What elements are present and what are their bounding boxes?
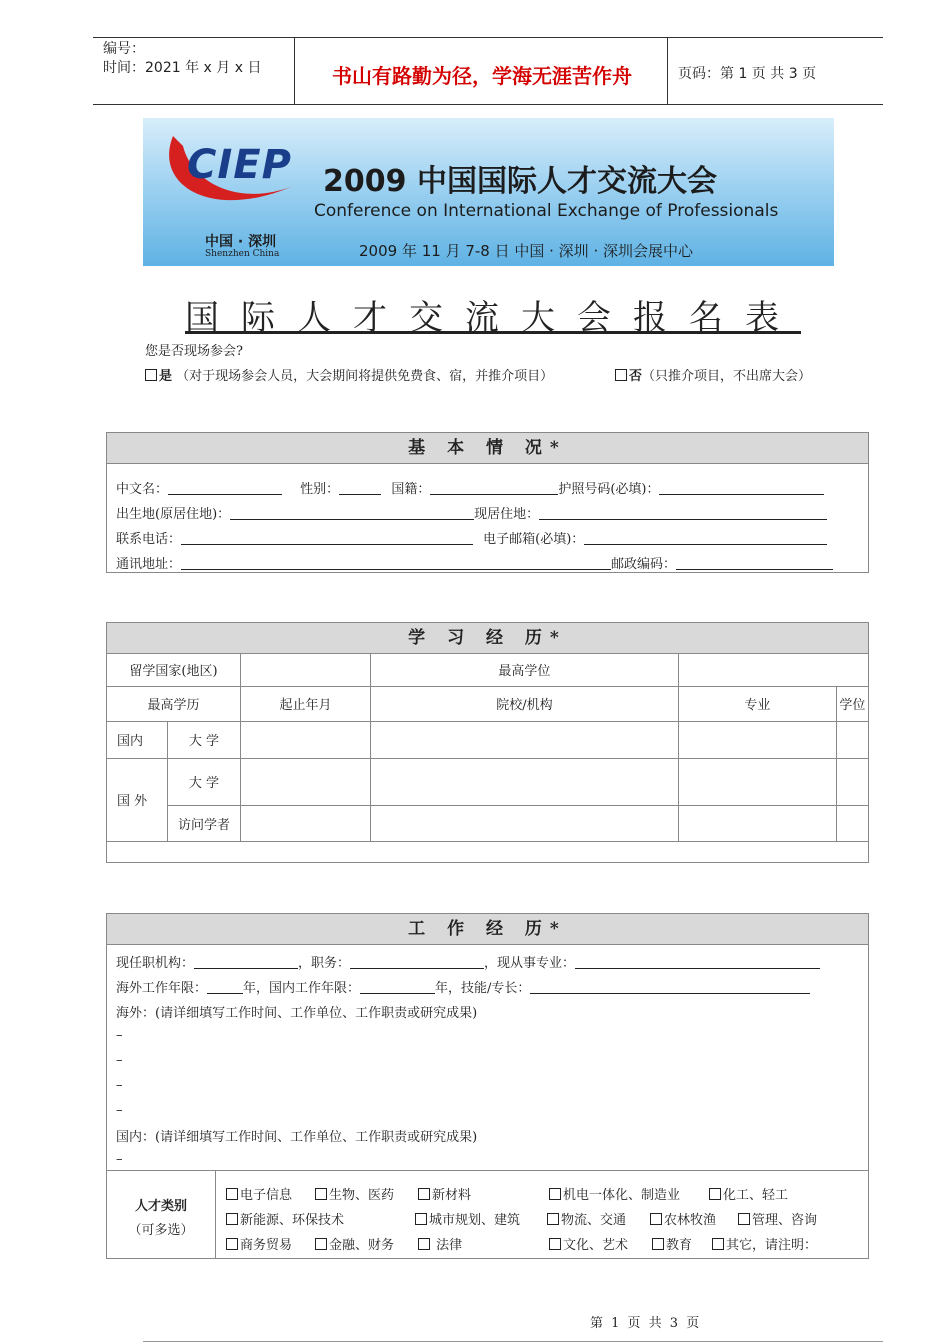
university-label: 大 学 bbox=[168, 758, 241, 805]
option-label: 文化、艺术 bbox=[563, 1238, 629, 1253]
header-divider bbox=[294, 37, 295, 105]
gender-label: 性别： bbox=[300, 482, 340, 497]
checkbox-icon[interactable] bbox=[226, 1188, 238, 1200]
section-heading: 学 习 经 历* bbox=[107, 623, 868, 654]
banner-location-en: Shenzhen China bbox=[205, 249, 280, 259]
education-section bbox=[106, 622, 869, 863]
col-degree: 学位 bbox=[836, 686, 868, 721]
time-label: 时间：2021 年 x 月 x 日 bbox=[103, 60, 262, 76]
talent-option[interactable] bbox=[418, 1234, 462, 1253]
study-country-field[interactable] bbox=[241, 654, 371, 686]
page-label: 页码：第 1 页 共 3 页 bbox=[678, 66, 817, 82]
domestic-detail-label: 国内：(请详细填写工作时间、工作单位、工作职责或研究成果) bbox=[116, 1130, 478, 1145]
option-label: 机电一体化、制造业 bbox=[563, 1188, 681, 1203]
header-meta bbox=[103, 40, 261, 78]
highest-degree-field[interactable] bbox=[678, 654, 868, 686]
checkbox-icon[interactable] bbox=[547, 1213, 559, 1225]
work-row-2 bbox=[116, 977, 810, 996]
current-org-label: 现任职机构： bbox=[116, 956, 195, 971]
specialty-label: ，现从事专业： bbox=[484, 956, 576, 971]
skills-field[interactable] bbox=[530, 980, 810, 994]
phone-field[interactable] bbox=[181, 531, 473, 545]
position-field[interactable] bbox=[350, 955, 484, 969]
education-table bbox=[107, 654, 868, 861]
talent-option[interactable] bbox=[415, 1209, 520, 1228]
header-bottom-rule bbox=[93, 104, 883, 105]
option-label: 新能源、环保技术 bbox=[240, 1213, 345, 1228]
talent-option[interactable] bbox=[315, 1234, 394, 1253]
major-cell[interactable] bbox=[678, 721, 836, 758]
address-field[interactable] bbox=[181, 556, 611, 570]
option-label: 商务贸易 bbox=[240, 1238, 293, 1253]
talent-option[interactable] bbox=[226, 1234, 292, 1253]
option-label: 电子信息 bbox=[240, 1188, 293, 1203]
option-label: 城市规划、建筑 bbox=[429, 1213, 521, 1228]
dash-line[interactable]: – bbox=[116, 1152, 123, 1167]
talent-option[interactable] bbox=[652, 1234, 692, 1253]
institution-cell[interactable] bbox=[371, 805, 679, 841]
institution-cell[interactable] bbox=[371, 721, 679, 758]
attend-no-option[interactable] bbox=[615, 365, 811, 384]
talent-option[interactable] bbox=[712, 1234, 817, 1253]
university-label: 大 学 bbox=[168, 721, 241, 758]
checkbox-icon[interactable] bbox=[418, 1238, 430, 1250]
abroad-label: 国 外 bbox=[107, 758, 168, 841]
checkbox-icon[interactable] bbox=[549, 1188, 561, 1200]
col-institution: 院校/机构 bbox=[371, 686, 679, 721]
section-heading: 工 作 经 历* bbox=[107, 914, 868, 945]
dates-cell[interactable] bbox=[241, 805, 371, 841]
basic-row-1 bbox=[116, 478, 824, 497]
talent-category-block bbox=[107, 1170, 868, 1259]
form-title: 国际人才交流大会报名表 bbox=[185, 298, 801, 338]
talent-option[interactable] bbox=[709, 1184, 788, 1203]
footer-rule bbox=[143, 1341, 883, 1342]
option-label: 生物、医药 bbox=[329, 1188, 395, 1203]
checkbox-icon[interactable] bbox=[709, 1188, 721, 1200]
email-label: 电子邮箱(必填)： bbox=[483, 532, 585, 547]
checkbox-icon[interactable] bbox=[615, 369, 627, 381]
checkbox-icon[interactable] bbox=[415, 1213, 427, 1225]
attend-question: 您是否现场参会? bbox=[145, 344, 243, 359]
email-field[interactable] bbox=[584, 531, 827, 545]
talent-option[interactable] bbox=[549, 1184, 680, 1203]
talent-option[interactable] bbox=[650, 1209, 716, 1228]
attend-yes-label: 是 bbox=[159, 369, 173, 384]
passport-label: 护照号码(必填)： bbox=[558, 482, 660, 497]
motto: 书山有路勤为径，学海无涯苦作舟 bbox=[332, 64, 632, 88]
option-label: 新材料 bbox=[432, 1188, 472, 1203]
institution-cell[interactable] bbox=[371, 758, 679, 805]
birthplace-field[interactable] bbox=[230, 506, 474, 520]
visiting-label: 访问学者 bbox=[168, 805, 241, 841]
spacer-row bbox=[107, 841, 868, 861]
talent-sublabel: （可多选） bbox=[128, 1223, 194, 1238]
checkbox-icon[interactable] bbox=[315, 1238, 327, 1250]
nationality-field[interactable] bbox=[430, 481, 558, 495]
option-label: 其它，请注明： bbox=[726, 1238, 818, 1253]
highest-degree-label: 最高学位 bbox=[371, 654, 679, 686]
basic-row-2 bbox=[116, 503, 827, 522]
section-heading: 基 本 情 况* bbox=[107, 433, 868, 464]
birthplace-label: 出生地(原居住地)： bbox=[116, 507, 231, 522]
current-org-field[interactable] bbox=[194, 955, 298, 969]
domestic-years-label: 年，国内工作年限： bbox=[243, 981, 361, 996]
banner-date: 2009 年 11 月 7-8 日 中国 · 深圳 · 深圳会展中心 bbox=[359, 242, 693, 260]
talent-label-cell bbox=[107, 1171, 216, 1259]
option-label: 化工、轻工 bbox=[723, 1188, 789, 1203]
overseas-detail-label: 海外：(请详细填写工作时间、工作单位、工作职责或研究成果) bbox=[116, 1006, 478, 1021]
talent-option[interactable] bbox=[315, 1184, 394, 1203]
attend-yes-option[interactable] bbox=[145, 365, 553, 384]
option-label: 法律 bbox=[432, 1238, 463, 1253]
talent-option[interactable] bbox=[418, 1184, 471, 1203]
overseas-years-label: 海外工作年限： bbox=[116, 981, 208, 996]
banner-location-cn: 中国 · 深圳 bbox=[205, 234, 277, 250]
dash-line[interactable]: – bbox=[116, 1028, 123, 1043]
attend-no-note: （只推介项目，不出席大会） bbox=[642, 369, 812, 384]
nationality-label: 国籍： bbox=[391, 482, 431, 497]
number-label: 编号： bbox=[103, 41, 145, 57]
checkbox-icon[interactable] bbox=[145, 369, 157, 381]
major-cell[interactable] bbox=[678, 805, 836, 841]
attend-yes-note: （对于现场参会人员，大会期间将提供免费食、宿，并推介项目） bbox=[176, 369, 554, 384]
checkbox-icon[interactable] bbox=[650, 1213, 662, 1225]
passport-field[interactable] bbox=[659, 481, 824, 495]
postcode-label: 邮政编码： bbox=[611, 557, 677, 572]
talent-label: 人才类别 bbox=[134, 1199, 187, 1214]
chinese-name-field[interactable] bbox=[168, 481, 282, 495]
postcode-field[interactable] bbox=[676, 556, 833, 570]
dash-line[interactable]: – bbox=[116, 1078, 123, 1093]
address-label: 通讯地址： bbox=[116, 557, 182, 572]
attend-no-label: 否 bbox=[629, 369, 643, 384]
option-label: 管理、咨询 bbox=[752, 1213, 818, 1228]
chinese-name-label: 中文名： bbox=[116, 482, 169, 497]
header-top-rule bbox=[93, 37, 883, 38]
phone-label: 联系电话： bbox=[116, 532, 182, 547]
dates-cell[interactable] bbox=[241, 758, 371, 805]
talent-option[interactable] bbox=[226, 1209, 344, 1228]
talent-option[interactable] bbox=[738, 1209, 817, 1228]
major-cell[interactable] bbox=[678, 758, 836, 805]
banner-title: 2009 中国国际人才交流大会 bbox=[323, 164, 717, 199]
banner-subtitle: Conference on International Exchange of Professionals bbox=[314, 201, 779, 221]
basic-info-section bbox=[106, 432, 869, 573]
specialty-field[interactable] bbox=[575, 955, 820, 969]
col-dates: 起止年月 bbox=[241, 686, 371, 721]
dash-line[interactable]: – bbox=[116, 1053, 123, 1068]
logo-text: CIEP bbox=[187, 142, 292, 188]
gender-field[interactable] bbox=[339, 481, 381, 495]
residence-label: 现居住地： bbox=[474, 507, 540, 522]
talent-option[interactable] bbox=[549, 1234, 628, 1253]
checkbox-icon[interactable] bbox=[226, 1213, 238, 1225]
basic-row-4 bbox=[116, 553, 833, 572]
talent-option[interactable] bbox=[226, 1184, 292, 1203]
work-row-1 bbox=[116, 952, 820, 971]
work-section bbox=[106, 913, 869, 1259]
col-major: 专业 bbox=[678, 686, 836, 721]
checkbox-icon[interactable] bbox=[652, 1238, 664, 1250]
domestic-years-field[interactable] bbox=[360, 980, 435, 994]
overseas-years-field[interactable] bbox=[207, 980, 243, 994]
checkbox-icon[interactable] bbox=[549, 1238, 561, 1250]
option-label: 金融、财务 bbox=[329, 1238, 395, 1253]
degree-cell[interactable] bbox=[836, 805, 868, 841]
page-footer: 第 1 页 共 3 页 bbox=[590, 1316, 702, 1331]
talent-option[interactable] bbox=[547, 1209, 626, 1228]
conference-banner bbox=[143, 118, 834, 266]
degree-cell[interactable] bbox=[836, 758, 868, 805]
option-label: 农林牧渔 bbox=[664, 1213, 717, 1228]
skills-label: 年，技能/专长： bbox=[435, 981, 531, 996]
checkbox-icon[interactable] bbox=[418, 1188, 430, 1200]
basic-row-3 bbox=[116, 528, 827, 547]
position-label: ，职务： bbox=[298, 956, 351, 971]
option-label: 物流、交通 bbox=[561, 1213, 627, 1228]
checkbox-icon[interactable] bbox=[712, 1238, 724, 1250]
option-label: 教育 bbox=[666, 1238, 693, 1253]
checkbox-icon[interactable] bbox=[226, 1238, 238, 1250]
checkbox-icon[interactable] bbox=[315, 1188, 327, 1200]
dates-cell[interactable] bbox=[241, 721, 371, 758]
residence-field[interactable] bbox=[539, 506, 827, 520]
study-country-label: 留学国家(地区) bbox=[107, 654, 241, 686]
degree-cell[interactable] bbox=[836, 721, 868, 758]
checkbox-icon[interactable] bbox=[738, 1213, 750, 1225]
highest-edu-label: 最高学历 bbox=[107, 686, 241, 721]
domestic-label: 国内 bbox=[107, 721, 168, 758]
dash-line[interactable]: – bbox=[116, 1103, 123, 1118]
